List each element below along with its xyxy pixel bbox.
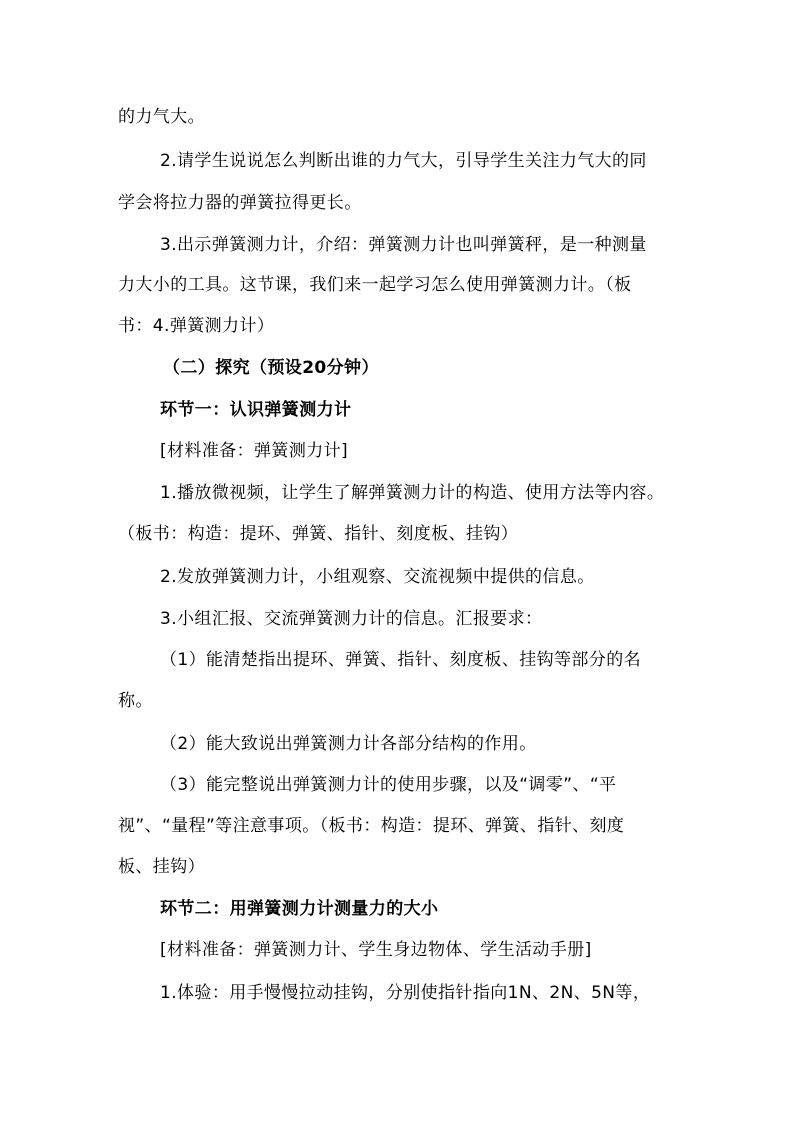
text-line: 力大小的工具。这节课，我们来一起学习怎么使用弹簧测力计。（板 <box>118 275 632 295</box>
text-line: 2.发放弹簧测力计，小组观察、交流视频中提供的信息。 <box>160 567 595 587</box>
text-line: [材料准备：弹簧测力计] <box>160 441 349 461</box>
text-line: （1）能清楚指出提环、弹簧、指针、刻度板、挂钩等部分的名 <box>160 650 642 670</box>
text-line: 3.出示弹簧测力计，介绍：弹簧测力计也叫弹簧秤，是一种测量 <box>160 235 647 255</box>
text-line: 1.体验：用手慢慢拉动挂钩，分别使指针指向1N、2N、5N等， <box>160 983 651 1003</box>
text-line: （2）能大致说出弹簧测力计各部分结构的作用。 <box>160 734 537 754</box>
text-line: 书：4.弹簧测力计） <box>118 316 275 336</box>
text-line: （3）能完整说出弹簧测力计的使用步骤，以及“调零”、“平 <box>160 775 617 795</box>
text-line: 视”、“量程”等注意事项。（板书：构造：提环、弹簧、指针、刻度 <box>118 816 625 836</box>
text-line: （板书：构造：提环、弹簧、指针、刻度板、挂钩） <box>118 524 519 544</box>
subsection-heading: 环节一：认识弹簧测力计 <box>160 400 352 420</box>
text-line: 学会将拉力器的弹簧拉得更长。 <box>118 193 362 213</box>
text-line: 2.请学生说说怎么判断出谁的力气大，引导学生关注力气大的同 <box>160 151 647 171</box>
text-line: 的力气大。 <box>118 107 205 127</box>
text-line: [材料准备：弹簧测力计、学生身边物体、学生活动手册] <box>160 940 592 960</box>
text-line: 1.播放微视频，让学生了解弹簧测力计的构造、使用方法等内容。 <box>160 483 665 503</box>
text-line: 3.小组汇报、交流弹簧测力计的信息。汇报要求： <box>160 609 543 629</box>
text-line: 板、挂钩） <box>118 857 205 877</box>
text-line: 称。 <box>118 691 153 711</box>
section-heading: （二）探究（预设20分钟） <box>163 358 379 378</box>
subsection-heading: 环节二：用弹簧测力计测量力的大小 <box>160 899 439 919</box>
